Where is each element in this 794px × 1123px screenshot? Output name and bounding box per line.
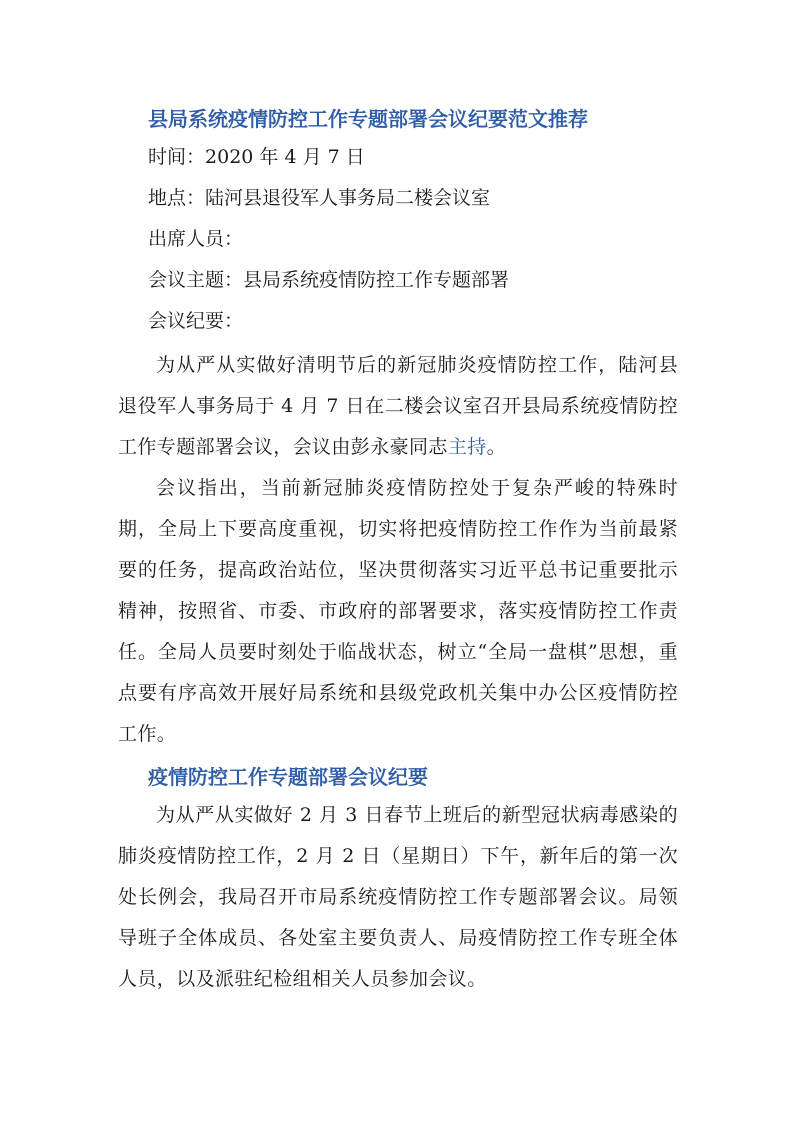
section-title: 疫情防控工作专题部署会议纪要 <box>148 765 428 789</box>
host-link[interactable]: 主持 <box>447 436 487 458</box>
paragraph-intro-text: 为从严从实做好清明节后的新冠肺炎疫情防控工作，陆河县退役军人事务局于 4 月 7 日在二楼会议室召开县局系统疫情防控工作专题部署会议，会议由彭永豪同志 <box>118 354 678 458</box>
meta-topic <box>118 260 678 301</box>
meta-minutes-label: 会议纪要： <box>148 310 244 332</box>
paragraph-meeting-points: 会议指出，当前新冠肺炎疫情防控处于复杂严峻的特殊时期，全局上下要高度重视，切实将把疫情防控工作作为当前最紧要的任务，提高政治站位，坚决贯彻落实习近平总书记重要批示精神，按照省、市委、市政府的部署要求，落实疫情防控工作责任。全局人员要时刻处于临战状态，树立“全局一盘棋”思想，重点要有序高效开展好局系统和县级党政机关集中办公区疫情防控工作。 <box>118 477 678 745</box>
meta-time-value: 2020 年 4 月 7 日 <box>205 146 365 168</box>
meta-location-value: 陆河县退役军人事务局二楼会议室 <box>205 187 491 209</box>
meta-location-label: 地点： <box>148 187 206 209</box>
meta-location <box>118 178 678 219</box>
document-title: 县局系统疫情防控工作专题部署会议纪要范文推荐 <box>148 107 588 131</box>
paragraph-intro-end: 。 <box>486 436 507 458</box>
meta-time-label: 时间： <box>148 146 206 168</box>
paragraph-intro <box>118 345 678 468</box>
meta-time <box>118 137 678 178</box>
paragraph-section2: 为从严从实做好 2 月 3 日春节上班后的新型冠状病毒感染的肺炎疫情防控工作，2 月 2 日（星期日）下午，新年后的第一次处长例会，我局召开市局系统疫情防控工作专题部署会议。局领导班子全体成员、各处室主要负责人、局疫情防控工作专班全体人员，以及派驻纪检组相关人员参加会议。 <box>118 804 678 990</box>
meta-attendees <box>118 219 678 260</box>
meta-attendees-label: 出席人员： <box>148 228 244 250</box>
meta-topic-label: 会议主题： <box>148 269 244 291</box>
meta-minutes <box>118 301 678 342</box>
meta-topic-value: 县局系统疫情防控工作专题部署 <box>243 269 510 291</box>
document-body <box>118 101 678 1000</box>
